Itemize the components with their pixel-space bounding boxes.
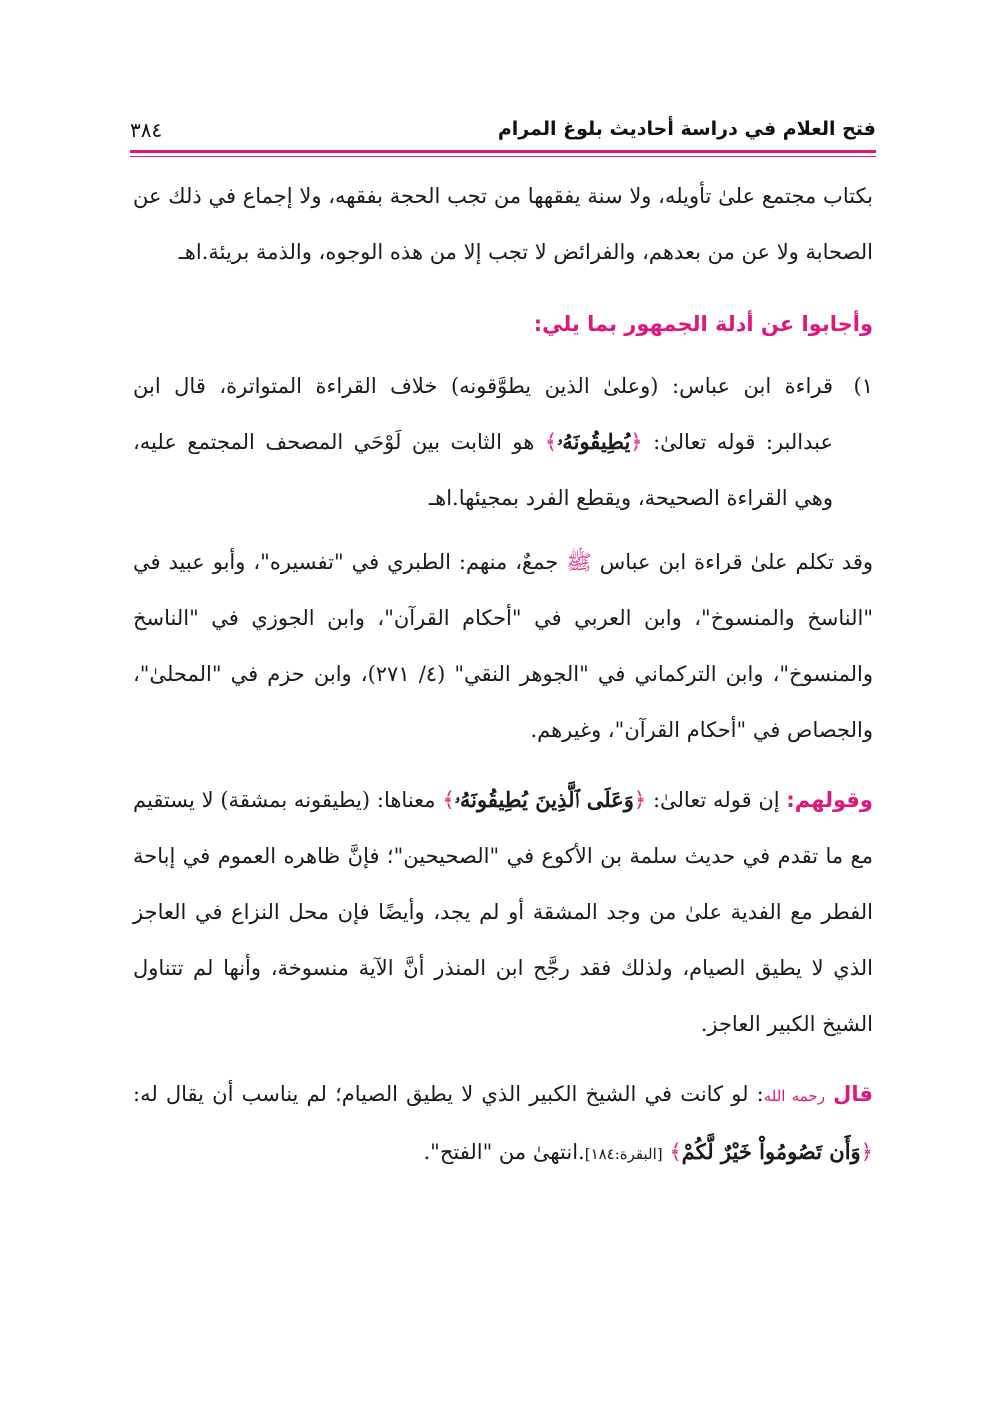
list-item-1 — [133, 358, 873, 526]
quran-verse: وَعَلَى ٱلَّذِينَ يُطِيقُونَهُۥ — [454, 787, 634, 812]
quran-verse: يُطِيقُونَهُۥ — [557, 429, 631, 454]
paragraph-continued: بكتاب مجتمع علىٰ تأويله، ولا سنة يفقهها من تجب الحجة بفقهه، ولا إجماع في ذلك عن الصحابة ولا عن من بعدهم، والفرائض لا تجب إلا من هذه الوجوه، والذمة بريئة.اهـ — [133, 184, 873, 264]
lead-word: وقولهم: — [786, 788, 873, 812]
verse-citation: [البقرة:١٨٤] — [584, 1145, 663, 1163]
header-rule-thin — [130, 156, 876, 157]
quran-verse: وَأَن تَصُومُواْ خَيْرٌ لَّكُمْ — [681, 1139, 861, 1164]
item1-text-a: قراءة ابن عباس: (وعلىٰ الذين يطوَّقونه) خلاف القراءة المتواترة، قال ابن عبدالبر: قوله تعالىٰ: — [133, 374, 833, 454]
verse-bracket-open: ﴿ — [630, 430, 643, 454]
para4-text-b: .انتهىٰ من "الفتح". — [423, 1140, 585, 1164]
para2-text-b: جمعٌ، منهم: الطبري في "تفسيره"، وأبو عبيد في "الناسخ والمنسوخ"، وابن العربي في "أحكام القرآن"، وابن الجوزي في "الناسخ والمنسوخ"، وابن التركماني في "الجوهر النقي" (٤/ ٢٧١)، وابن حزم في "المحلىٰ"، والجصاص في "أحكام القرآن"، وغيرهم. — [133, 550, 873, 742]
list-item-number: ١) — [853, 374, 873, 398]
verse-bracket-close: ﴾ — [544, 430, 558, 454]
verse-bracket-close: ﴾ — [669, 1140, 682, 1164]
para4-text-a: : لو كانت في الشيخ الكبير الذي لا يطيق الصيام؛ لم يناسب أن يقال له: — [133, 1082, 764, 1106]
para3-text-b: معناها: (يطيقونه بمشقة) لا يستقيم مع ما تقدم في حديث سلمة بن الأكوع في "الصحيحين"؛ فإنَّ ظاهره العموم في إباحة الفطر مع الفدية علىٰ من وجد المشقة أو لم يجد، وأيضًا فإن محل النزاع في العاجز الذي لا يطيق الصيام، ولذلك فقد رجَّح ابن المنذر أنَّ الآية منسوخة، وأنها لم تتناول الشيخ الكبير العاجز. — [133, 788, 873, 1036]
paragraph-readings — [133, 534, 873, 758]
book-title: فتح العلام في دراسة أحاديث بلوغ المرام — [497, 118, 876, 140]
honorific-glyph: ﷺ — [566, 550, 592, 574]
page-number: ٣٨٤ — [130, 118, 163, 142]
paragraph-their-claim — [133, 772, 873, 1052]
honorific-glyph: رحمه الله — [763, 1087, 825, 1105]
item1-text-b: هو الثابت بين لَوْحَي المصحف المجتمع عليه، وهي القراءة الصحيحة، ويقطع الفرد بمجيئها.اهـ — [133, 430, 833, 510]
verse-bracket-close: ﴾ — [442, 788, 455, 812]
section-heading: وأجابوا عن أدلة الجمهور بما يلي: — [533, 312, 873, 336]
para2-text-a: وقد تكلم علىٰ قراءة ابن عباس — [591, 550, 874, 574]
verse-bracket-open: ﴿ — [860, 1140, 873, 1164]
para3-text-a: إن قوله تعالىٰ: — [646, 788, 787, 812]
header-rule-thick — [130, 150, 876, 153]
list-item-text — [133, 358, 833, 526]
lead-word: قال — [833, 1082, 873, 1106]
page-body — [133, 168, 873, 1182]
running-header — [130, 118, 876, 148]
paragraph-quote — [133, 1066, 873, 1182]
verse-bracket-open: ﴿ — [633, 788, 647, 812]
